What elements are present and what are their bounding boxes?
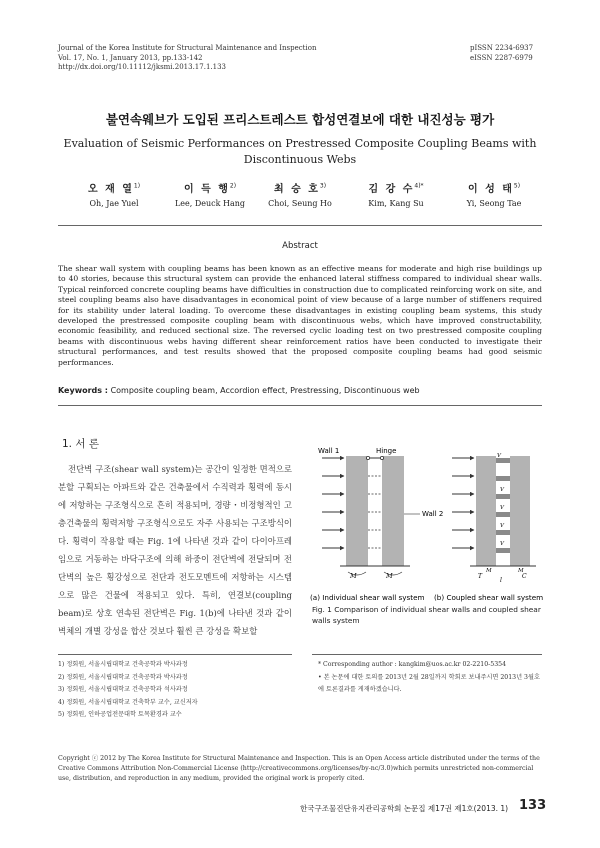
journal-volume: Vol. 17, No. 1, January 2013, pp.133-142 bbox=[58, 53, 203, 62]
pissn: pISSN 2234-6937 bbox=[470, 44, 534, 52]
footnote-item: 1) 정회원, 서울시립대학교 건축공학과 박사과정 bbox=[58, 661, 188, 668]
footnote-rule-left bbox=[58, 654, 292, 655]
journal-header bbox=[58, 44, 316, 73]
coupled-wall-2-shape bbox=[510, 456, 530, 566]
svg-text:V: V bbox=[500, 505, 504, 511]
section-heading: 1. 서 론 bbox=[62, 438, 99, 450]
svg-text:V: V bbox=[500, 523, 504, 529]
wall-2-label: Wall 2 bbox=[422, 510, 444, 518]
hinge-links bbox=[368, 476, 382, 548]
author-name-en: Kim, Kang Su bbox=[368, 199, 424, 208]
title-korean: 불연속웨브가 도입된 프리스트레스트 합성연결보에 대한 내진성능 평가 bbox=[105, 112, 495, 127]
lateral-load-arrows-b bbox=[452, 458, 474, 548]
svg-text:V: V bbox=[500, 541, 504, 547]
keywords-label: Keywords : bbox=[58, 386, 109, 395]
issn-block bbox=[470, 44, 542, 63]
author-name-kr: 오 재 열 bbox=[87, 184, 134, 195]
correspondence-block bbox=[318, 659, 544, 697]
abstract-text: The shear wall system with coupling beams has been known as an effective means for moderate and high rise buildings up to 40 stories, because this structural system can provide the enhanced lateral stiffness compared to individual shear walls. Typical reinforced concrete coupling beams have difficulties in construction due to complicated reinforcing work on site, and steel coupling beams also have disadvantages in economical point of view because of a large number of stiffeners required for its stability under lateral loading. To overcome these disadvantages in existing coupling beam systems, this study developed the prestressed composite coupling beam with discontinuous webs, which have improved constructability, economic feasibility, and reduced sectional size. The reversed cyclic loading test on two prestressed composite coupling beams with discontinuous webs having different shear reinforcement ratios have been conducted to investigate their structural performances, and test results showed that the proposed composite coupling beams had good seismic performances. bbox=[58, 264, 542, 367]
author-name-kr: 이 득 행 bbox=[183, 184, 230, 195]
copyright-notice: Copyright ⓒ 2012 by The Korea Institute for Structural Maintenance and Inspection. This is an Open Access article distributed under the terms of the Creative Commons Attribution Non-Commercial License (http://creativecommons.org/licenses/by-nc/3.0)which permits unrestricted non-commercial use, distribution, and reproduction in any medium, provided the original work is properly cited. bbox=[58, 755, 540, 782]
corresponding-author: * Corresponding author : kangkim@uos.ac.kr 02-2210-5354 bbox=[318, 661, 507, 668]
footnote-rule-right bbox=[312, 654, 542, 655]
author-1 bbox=[64, 180, 164, 208]
footnote-item: 4) 정회원, 서울시립대학교 건축학부 교수, 교신저자 bbox=[58, 698, 198, 706]
page-number: 133 bbox=[519, 798, 547, 813]
footnote-item: 5) 정회원, 인하공업전문대학 토목환경과 교수 bbox=[58, 711, 182, 719]
discussion-note: • 본 논문에 대한 토의를 2013년 2월 28일까지 학회로 보내주시면 2013년 3월호에 토론결과를 게재하겠습니다. bbox=[318, 673, 540, 694]
lateral-load-arrows-a bbox=[322, 458, 344, 548]
eissn: eISSN 2287-6979 bbox=[470, 53, 533, 62]
title-english: Evaluation of Seismic Performances on Prestressed Composite Coupling Beams with Discontinuous Webs bbox=[63, 137, 537, 166]
author-name-en: Choi, Seung Ho bbox=[268, 199, 332, 208]
hinge-label: Hinge bbox=[376, 447, 397, 455]
author-sup: 3) bbox=[319, 182, 327, 190]
footnote-item: 3) 정회원, 서울시립대학교 건축공학과 석사과정 bbox=[58, 686, 188, 694]
author-name-kr: 김 강 수 bbox=[368, 184, 415, 195]
author-2 bbox=[160, 180, 260, 208]
author-5 bbox=[444, 180, 544, 208]
author-name-kr: 최 승 호 bbox=[273, 184, 320, 195]
wall-2-shape bbox=[382, 456, 404, 566]
author-name-en: Oh, Jae Yuel bbox=[89, 199, 139, 208]
wall-1-label: Wall 1 bbox=[318, 447, 340, 455]
journal-doi[interactable]: http://dx.doi.org/10.11112/jksmi.2013.17.1.133 bbox=[58, 63, 226, 71]
footnote-item: 2) 정회원, 서울시립대학교 건축공학과 박사과정 bbox=[58, 673, 188, 681]
wall-1-shape bbox=[346, 456, 368, 566]
section-body bbox=[58, 460, 292, 640]
author-4 bbox=[346, 180, 446, 208]
page-footer: 한국구조물진단유지관리공학회 논문집 제17권 제1호(2013. 1) bbox=[300, 804, 509, 813]
author-footnotes bbox=[58, 659, 292, 722]
subcaption-b: (b) Coupled shear wall system bbox=[434, 593, 544, 602]
author-name-kr: 이 성 태 bbox=[467, 184, 514, 195]
keywords-text: Composite coupling beam, Accordion effect, Prestressing, Discontinuous web bbox=[110, 386, 420, 395]
compression-label: C bbox=[522, 573, 527, 580]
figure-1 bbox=[306, 444, 546, 604]
keywords bbox=[58, 386, 420, 395]
svg-text:V: V bbox=[497, 453, 501, 459]
moment-w1: M bbox=[350, 572, 357, 580]
abstract-top-rule bbox=[58, 225, 542, 226]
author-sup: 2) bbox=[229, 182, 237, 190]
author-sup: 1) bbox=[133, 182, 141, 190]
author-sup: 4)* bbox=[414, 182, 424, 190]
subcaption-a: (a) Individual shear wall system bbox=[310, 593, 425, 602]
author-3 bbox=[250, 180, 350, 208]
moment-cw1: M bbox=[486, 568, 492, 574]
coupled-wall-1-shape bbox=[476, 456, 496, 566]
moment-cw2: M bbox=[518, 568, 524, 574]
author-sup: 5) bbox=[513, 182, 521, 190]
moment-w2: M bbox=[386, 572, 393, 580]
tension-label: T bbox=[478, 573, 483, 580]
lever-label: l bbox=[500, 577, 502, 584]
abstract-bottom-rule bbox=[58, 405, 542, 406]
journal-name: Journal of the Korea Institute for Structural Maintenance and Inspection bbox=[58, 44, 317, 52]
figure-caption: Fig. 1 Comparison of individual shear walls and coupled shear walls system bbox=[312, 605, 541, 625]
svg-text:V: V bbox=[500, 487, 504, 493]
section-paragraph: 전단벽 구조(shear wall system)는 공간이 일정한 면적으로 분할 구획되는 아파트와 같은 건축물에서 수직력과 횡력에 동시에 저항하는 구조형식으로 흔히 적용되며, 경량・비정형적인 고층건축물의 횡력저항 구조형식으로도 자주 사용되는 구조방식이다. 횡력이 작용할 때는 Fig. 1에 나타낸 것과 같이 다이아프레임으로 거동하는 바닥구조에 의해 하중이 전단벽에 전달되며 전단벽의 높은 횡강성으로 전단과 전도모멘트에 저항하는 시스템으로 많은 건물에 적용되고 있다. 특히, 연결보(coupling beam)로 상호 연속된 전단벽은 Fig. 1(b)에 나타낸 것과 같이 벽체의 개별 강성을 합산 것보다 훨씬 큰 강성을 확보할 bbox=[58, 464, 292, 636]
author-name-en: Yi, Seong Tae bbox=[466, 199, 522, 208]
author-name-en: Lee, Deuck Hang bbox=[174, 199, 246, 208]
abstract-heading: Abstract bbox=[282, 241, 318, 251]
